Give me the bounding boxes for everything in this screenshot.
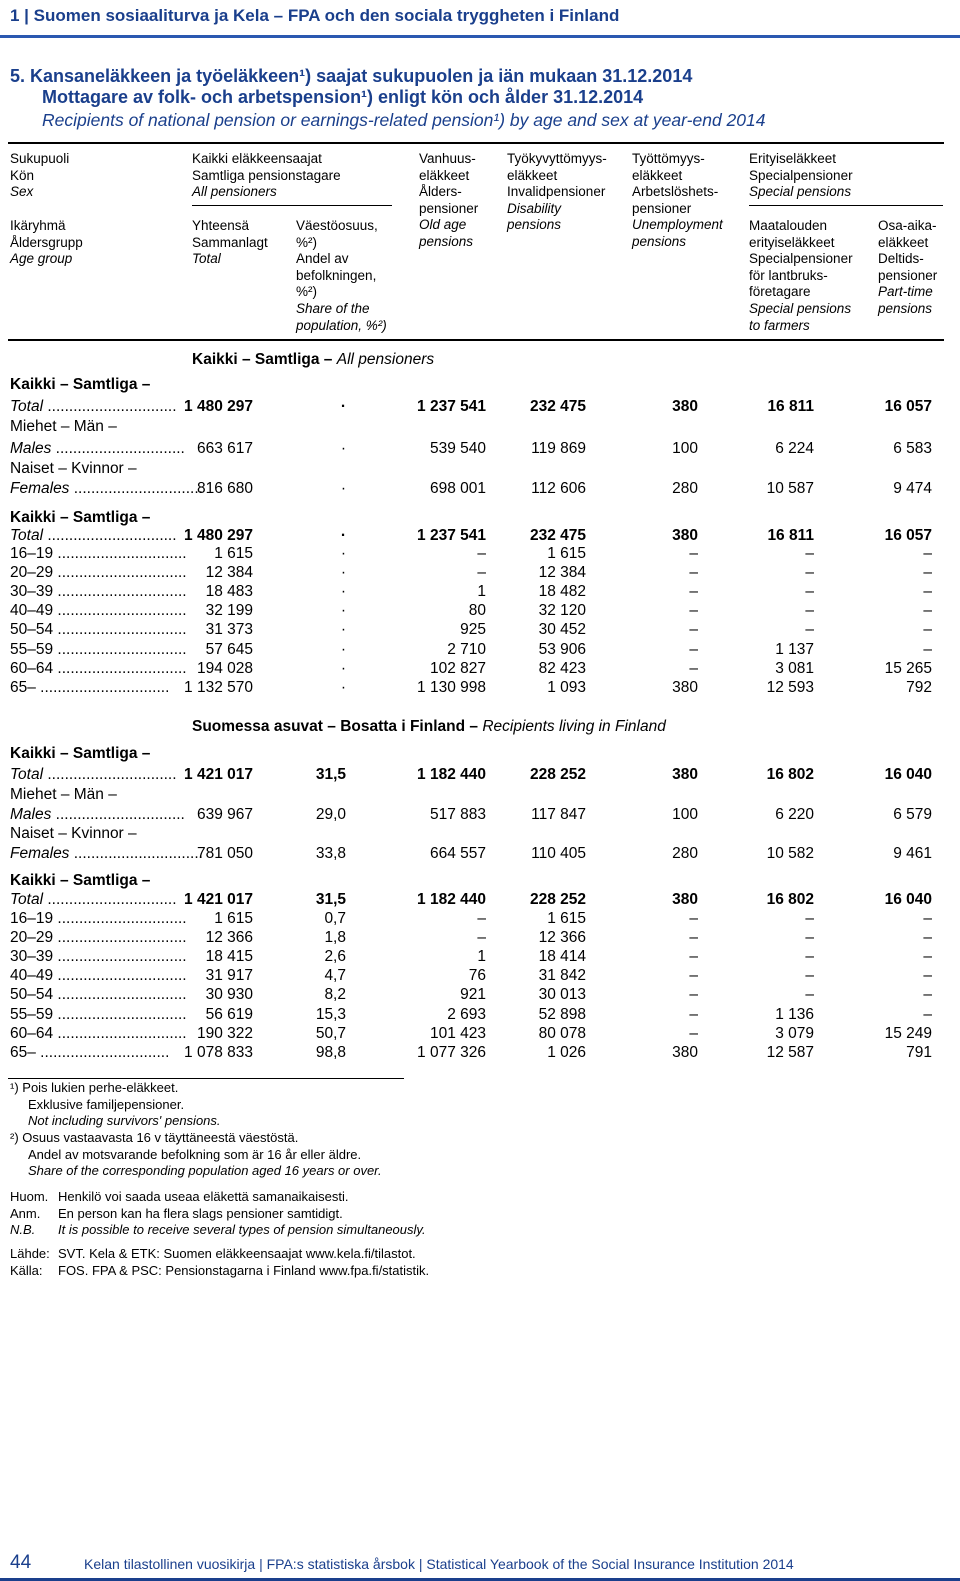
cell-c3: 1 237 541 bbox=[417, 527, 486, 544]
cell-c3: 1 077 326 bbox=[417, 1043, 486, 1061]
age-row: 40–49 .............................. 31 917 4,7 76 31 842 – – – bbox=[10, 967, 932, 985]
row-label: Females bbox=[10, 480, 70, 497]
cell-c1: 190 322 bbox=[196, 1024, 253, 1042]
age-row: 16–19 .............................. 1 615 0,7 – 1 615 – – – bbox=[10, 910, 932, 927]
cell-c1: 1 421 017 bbox=[184, 891, 253, 908]
cell-c4: 1 093 bbox=[547, 678, 586, 696]
footnote-1: ¹) Pois lukien perhe-eläkkeet. Exklusive familjepensioner. Not including survivors' pensions. bbox=[10, 1080, 221, 1129]
group-label-females: Naiset – Kvinnor – bbox=[10, 825, 137, 842]
cell-c7: – bbox=[923, 929, 932, 947]
source-notes: Lähde: SVT. Kela & ETK: Suomen eläkkeensaajat www.kela.fi/tilastot. Källa: FOS. FPA & PSC: Pensionstagarna i Finland www.fpa.fi/statistik. bbox=[10, 1246, 430, 1278]
col-disability: Työkyvyttömyys- eläkkeet Invalidpensioner Disability pensions bbox=[507, 151, 607, 233]
age-row: 20–29 .............................. 12 366 1,8 – 12 366 – – – bbox=[10, 929, 932, 947]
cell-c6: – bbox=[805, 583, 814, 601]
group-label-total: Kaikki – Samtliga – bbox=[10, 376, 151, 393]
nb-notes: Huom. Henkilö voi saada useaa eläkettä samanaikaisesti. Anm. En person kan ha flera slags pensioner samtidigt. N.B. It is possible to receive several types of pension simultaneously. bbox=[10, 1189, 426, 1238]
cell-c1: 32 199 bbox=[205, 602, 253, 620]
cell-c2: · bbox=[340, 659, 346, 677]
cell-c5: 100 bbox=[672, 806, 698, 823]
cell-c1: 663 617 bbox=[196, 440, 253, 457]
cell-c6: 10 587 bbox=[766, 480, 814, 497]
row-label: Males bbox=[10, 806, 52, 823]
cell-c4: 232 475 bbox=[529, 398, 586, 415]
col-special-rule bbox=[749, 205, 943, 206]
cell-c7: 16 057 bbox=[884, 398, 932, 415]
cell-c3: – bbox=[477, 564, 486, 582]
cell-c6: – bbox=[805, 967, 814, 985]
age-group-label: Kaikki – Samtliga – bbox=[10, 872, 151, 889]
age-row-total: Total .............................. 1 421 017 31,5 1 182 440 228 252 380 16 802 16 040 bbox=[10, 891, 932, 908]
cell-c3: – bbox=[477, 929, 486, 947]
cell-c4: 117 847 bbox=[531, 806, 586, 823]
cell-c2: · bbox=[340, 398, 346, 415]
cell-c4: 1 026 bbox=[547, 1043, 586, 1061]
col-part-time: Osa-aika- eläkkeet Deltids- pensioner Part-time pensions bbox=[878, 218, 938, 316]
footnote-2: ²) Osuus vastaavasta 16 v täyttäneestä väestöstä. Andel av motsvarande befolkning som är 16 år eller äldre. Share of the corresponding population aged 16 years or over. bbox=[10, 1130, 382, 1179]
cell-c4: 18 414 bbox=[538, 948, 586, 966]
cell-c5: 380 bbox=[672, 891, 698, 908]
cell-c6: 12 587 bbox=[766, 1043, 814, 1061]
age-row: 65– .............................. 1 078 833 98,8 1 077 326 1 026 380 12 587 791 bbox=[10, 1043, 932, 1061]
cell-c5: – bbox=[689, 929, 698, 947]
cell-c1: 1 480 297 bbox=[184, 527, 253, 544]
cell-c6: 3 081 bbox=[775, 659, 814, 677]
cell-c6: 16 811 bbox=[767, 398, 814, 415]
cell-c5: 380 bbox=[672, 527, 698, 544]
row-label: 16–19 bbox=[10, 910, 54, 927]
cell-c4: 31 842 bbox=[538, 967, 586, 985]
cell-c1: 57 645 bbox=[205, 640, 253, 658]
cell-c4: 80 078 bbox=[538, 1024, 586, 1042]
cell-c6: – bbox=[805, 929, 814, 947]
cell-c6: 3 079 bbox=[775, 1024, 814, 1042]
row-label: Total bbox=[10, 527, 44, 544]
table-title-fi: 5. Kansaneläkkeen ja työeläkkeen¹) saajat sukupuolen ja iän mukaan 31.12.2014 bbox=[10, 66, 693, 86]
col-special: Erityiseläkkeet Specialpensioner Special pensions bbox=[749, 151, 853, 200]
row-label: Total bbox=[10, 398, 44, 415]
row-label: Total bbox=[10, 766, 44, 783]
cell-c5: – bbox=[689, 564, 698, 582]
cell-c7: – bbox=[923, 948, 932, 966]
cell-c7: 792 bbox=[906, 678, 932, 696]
cell-c7: – bbox=[923, 621, 932, 639]
cell-c1: 781 050 bbox=[196, 845, 253, 862]
cell-c3: 80 bbox=[468, 602, 486, 620]
cell-c2: 31,5 bbox=[315, 766, 346, 783]
cell-c5: – bbox=[689, 640, 698, 658]
page-footer bbox=[0, 1548, 960, 1578]
cell-c7: 6 579 bbox=[893, 806, 932, 823]
cell-c2: 1,8 bbox=[324, 929, 346, 947]
cell-c2: · bbox=[340, 602, 346, 620]
cell-c2: 50,7 bbox=[315, 1024, 346, 1042]
cell-c7: – bbox=[923, 545, 932, 562]
cell-c3: 1 bbox=[477, 583, 486, 601]
cell-c5: – bbox=[689, 621, 698, 639]
footnote-rule bbox=[8, 1078, 404, 1079]
row-label: 60–64 bbox=[10, 1024, 54, 1042]
cell-c6: 6 220 bbox=[775, 806, 814, 823]
cell-c1: 12 384 bbox=[205, 564, 253, 582]
cell-c5: 380 bbox=[672, 766, 698, 783]
cell-c4: 30 013 bbox=[538, 986, 586, 1004]
cell-c5: 280 bbox=[672, 845, 698, 862]
cell-c2: 31,5 bbox=[315, 891, 346, 908]
cell-c6: – bbox=[805, 910, 814, 927]
cell-c3: 1 237 541 bbox=[417, 398, 486, 415]
col-old-age: Vanhuus- eläkkeet Ålders- pensioner Old age pensions bbox=[419, 151, 479, 249]
cell-c1: 56 619 bbox=[205, 1005, 253, 1023]
page-number: 44 bbox=[10, 1552, 32, 1573]
col-share: Väestöosuus, %²) Andel av befolkningen, %²) Share of the population, %²) bbox=[296, 218, 387, 333]
age-row: 55–59 .............................. 57 645 · 2 710 53 906 – 1 137 – bbox=[10, 640, 932, 658]
cell-c2: · bbox=[340, 564, 346, 582]
cell-c4: 12 384 bbox=[538, 564, 586, 582]
row-label: 40–49 bbox=[10, 967, 54, 985]
cell-c4: 1 615 bbox=[547, 545, 586, 562]
row-label: Females bbox=[10, 845, 70, 862]
cell-c6: 1 136 bbox=[775, 1005, 814, 1023]
cell-c7: 15 265 bbox=[884, 659, 932, 677]
row-label: 40–49 bbox=[10, 602, 54, 620]
cell-c2: 98,8 bbox=[315, 1043, 346, 1061]
cell-c7: – bbox=[923, 1005, 932, 1023]
cell-c3: – bbox=[477, 545, 486, 562]
cell-c7: 16 040 bbox=[884, 766, 932, 783]
cell-c5: 100 bbox=[672, 440, 698, 457]
cell-c5: – bbox=[689, 986, 698, 1004]
cell-c7: 9 474 bbox=[893, 480, 932, 497]
cell-c3: 925 bbox=[460, 621, 486, 639]
cell-c7: 6 583 bbox=[893, 440, 932, 457]
group-label-males: Miehet – Män – bbox=[10, 418, 117, 435]
cell-c5: – bbox=[689, 659, 698, 677]
cell-c7: 15 249 bbox=[884, 1024, 932, 1042]
age-row: 55–59 .............................. 56 619 15,3 2 693 52 898 – 1 136 – bbox=[10, 1005, 932, 1023]
cell-c3: 1 182 440 bbox=[417, 766, 486, 783]
cell-c7: – bbox=[923, 910, 932, 927]
cell-c5: 380 bbox=[672, 398, 698, 415]
cell-c1: 194 028 bbox=[196, 659, 253, 677]
cell-c6: 16 811 bbox=[767, 527, 814, 544]
row-label: 65– bbox=[10, 678, 36, 696]
footer-text: Kelan tilastollinen vuosikirja | FPA:s statistiska årsbok | Statistical Yearbook of the Social Insurance Institution 2014 bbox=[84, 1556, 794, 1572]
cell-c4: 119 869 bbox=[531, 440, 586, 457]
sex-row-males: Males .............................. 639 967 29,0 517 883 117 847 100 6 220 6 579 bbox=[10, 806, 932, 823]
col-unemployment: Työttömyys- eläkkeet Arbetslöshets- pensioner Unemployment pensions bbox=[632, 151, 723, 249]
cell-c6: – bbox=[805, 986, 814, 1004]
row-label: 20–29 bbox=[10, 564, 54, 582]
cell-c3: 539 540 bbox=[429, 440, 486, 457]
cell-c5: – bbox=[689, 1024, 698, 1042]
age-row: 50–54 .............................. 31 373 · 925 30 452 – – – bbox=[10, 621, 932, 639]
sex-row-females: Females .............................. 781 050 33,8 664 557 110 405 280 10 582 9 461 bbox=[10, 845, 932, 862]
col-all-rule bbox=[192, 205, 392, 206]
cell-c1: 18 483 bbox=[205, 583, 253, 601]
cell-c3: 101 423 bbox=[429, 1024, 486, 1042]
cell-c1: 31 917 bbox=[205, 967, 253, 985]
cell-c1: 31 373 bbox=[205, 621, 253, 639]
cell-c4: 112 606 bbox=[531, 480, 586, 497]
cell-c1: 1 615 bbox=[214, 910, 253, 927]
cell-c3: 921 bbox=[460, 986, 486, 1004]
cell-c6: – bbox=[805, 948, 814, 966]
cell-c1: 639 967 bbox=[196, 806, 253, 823]
cell-c2: · bbox=[340, 621, 346, 639]
cell-c2: 8,2 bbox=[324, 986, 346, 1004]
cell-c2: · bbox=[340, 583, 346, 601]
cell-c5: 380 bbox=[672, 1043, 698, 1061]
age-row: 20–29 .............................. 12 384 · – 12 384 – – – bbox=[10, 564, 932, 582]
cell-c4: 52 898 bbox=[538, 1005, 586, 1023]
age-row: 30–39 .............................. 18 483 · 1 18 482 – – – bbox=[10, 583, 932, 601]
col-all-pensioners: Kaikki eläkkeensaajat Samtliga pensionstagare All pensioners bbox=[192, 151, 341, 200]
cell-c7: – bbox=[923, 602, 932, 620]
age-row: 60–64 .............................. 194 028 · 102 827 82 423 – 3 081 15 265 bbox=[10, 659, 932, 677]
cell-c5: – bbox=[689, 602, 698, 620]
cell-c3: 664 557 bbox=[429, 845, 486, 862]
cell-c3: 698 001 bbox=[429, 480, 486, 497]
cell-c1: 1 078 833 bbox=[184, 1043, 253, 1061]
row-label: 55–59 bbox=[10, 640, 54, 658]
cell-c3: 2 693 bbox=[447, 1005, 486, 1023]
table-title-sv: Mottagare av folk- och arbetspension¹) enligt kön och ålder 31.12.2014 bbox=[42, 87, 644, 107]
cell-c7: – bbox=[923, 986, 932, 1004]
cell-c7: – bbox=[923, 967, 932, 985]
cell-c4: 30 452 bbox=[538, 621, 586, 639]
section2-title: Suomessa asuvat – Bosatta i Finland – Recipients living in Finland bbox=[192, 718, 666, 735]
col-total: Yhteensä Sammanlagt Total bbox=[192, 218, 268, 267]
cell-c3: 1 182 440 bbox=[417, 891, 486, 908]
age-row: 60–64 .............................. 190 322 50,7 101 423 80 078 – 3 079 15 249 bbox=[10, 1024, 932, 1042]
cell-c1: 1 132 570 bbox=[184, 678, 253, 696]
age-row: 50–54 .............................. 30 930 8,2 921 30 013 – – – bbox=[10, 986, 932, 1004]
col-sex: Sukupuoli Kön Sex bbox=[10, 151, 70, 200]
age-row: 16–19 .............................. 1 615 · – 1 615 – – – bbox=[10, 545, 932, 562]
age-row: 65– .............................. 1 132 570 · 1 130 998 1 093 380 12 593 792 bbox=[10, 678, 932, 696]
cell-c7: 791 bbox=[906, 1043, 932, 1061]
row-label: 60–64 bbox=[10, 659, 54, 677]
cell-c1: 1 480 297 bbox=[184, 398, 253, 415]
cell-c7: – bbox=[923, 640, 932, 658]
row-label: 55–59 bbox=[10, 1005, 54, 1023]
cell-c2: 4,7 bbox=[324, 967, 346, 985]
cell-c7: 9 461 bbox=[893, 845, 932, 862]
cell-c7: 16 057 bbox=[884, 527, 932, 544]
cell-c5: 380 bbox=[672, 678, 698, 696]
col-farmers: Maatalouden erityiseläkkeet Specialpensioner för lantbruks- företagare Special pensions to farmers bbox=[749, 218, 853, 333]
cell-c2: · bbox=[340, 440, 346, 457]
row-label: Total bbox=[10, 891, 44, 908]
row-label: 16–19 bbox=[10, 545, 54, 562]
cell-c1: 816 680 bbox=[196, 480, 253, 497]
cell-c4: 232 475 bbox=[529, 527, 586, 544]
cell-c1: 12 366 bbox=[205, 929, 253, 947]
row-label: 50–54 bbox=[10, 621, 54, 639]
cell-c5: 280 bbox=[672, 480, 698, 497]
cell-c6: 1 137 bbox=[775, 640, 814, 658]
cell-c1: 18 415 bbox=[205, 948, 253, 966]
age-row: 40–49 .............................. 32 199 · 80 32 120 – – – bbox=[10, 602, 932, 620]
group-label-males: Miehet – Män – bbox=[10, 786, 117, 803]
cell-c5: – bbox=[689, 1005, 698, 1023]
cell-c2: 15,3 bbox=[315, 1005, 346, 1023]
cell-c3: 1 130 998 bbox=[417, 678, 486, 696]
cell-c5: – bbox=[689, 545, 698, 562]
cell-c7: – bbox=[923, 583, 932, 601]
cell-c6: – bbox=[805, 564, 814, 582]
cell-c1: 1 421 017 bbox=[184, 766, 253, 783]
cell-c3: 76 bbox=[468, 967, 486, 985]
table-title-en: Recipients of national pension or earnings-related pension¹) by age and sex at year-end 2014 bbox=[42, 110, 766, 130]
cell-c5: – bbox=[689, 967, 698, 985]
col-age: Ikäryhmä Åldersgrupp Age group bbox=[10, 218, 83, 267]
row-label: 20–29 bbox=[10, 929, 54, 947]
sex-row-total: Total .............................. 1 421 017 31,5 1 182 440 228 252 380 16 802 16 040 bbox=[10, 766, 932, 783]
section1-title: Kaikki – Samtliga – All pensioners bbox=[192, 351, 435, 368]
cell-c4: 18 482 bbox=[538, 583, 586, 601]
cell-c3: 517 883 bbox=[429, 806, 486, 823]
group-label-total: Kaikki – Samtliga – bbox=[10, 745, 151, 762]
cell-c4: 32 120 bbox=[538, 602, 586, 620]
cell-c2: 33,8 bbox=[315, 845, 346, 862]
cell-c4: 228 252 bbox=[529, 891, 586, 908]
cell-c1: 1 615 bbox=[214, 545, 253, 562]
cell-c4: 110 405 bbox=[531, 845, 586, 862]
table-header-rule bbox=[8, 339, 944, 341]
cell-c1: 30 930 bbox=[205, 986, 253, 1004]
sex-row-males: Males .............................. 663 617 · 539 540 119 869 100 6 224 6 583 bbox=[10, 440, 932, 457]
row-label: 30–39 bbox=[10, 948, 54, 966]
cell-c4: 228 252 bbox=[529, 766, 586, 783]
cell-c3: – bbox=[477, 910, 486, 927]
cell-c3: 2 710 bbox=[447, 640, 486, 658]
cell-c3: 102 827 bbox=[429, 659, 486, 677]
cell-c6: 12 593 bbox=[766, 678, 814, 696]
cell-c2: 0,7 bbox=[324, 910, 346, 927]
cell-c6: – bbox=[805, 545, 814, 562]
age-group-label: Kaikki – Samtliga – bbox=[10, 509, 151, 526]
header-rule bbox=[0, 35, 960, 38]
running-header: 1 | Suomen sosiaaliturva ja Kela – FPA och den sociala tryggheten i Finland bbox=[10, 6, 620, 25]
cell-c2: 2,6 bbox=[324, 948, 346, 966]
cell-c5: – bbox=[689, 910, 698, 927]
cell-c4: 1 615 bbox=[547, 910, 586, 927]
sex-row-females: Females .............................. 816 680 · 698 001 112 606 280 10 587 9 474 bbox=[10, 480, 932, 497]
cell-c4: 53 906 bbox=[538, 640, 586, 658]
age-row-total: Total .............................. 1 480 297 · 1 237 541 232 475 380 16 811 16 057 bbox=[10, 527, 932, 544]
cell-c2: 29,0 bbox=[315, 806, 346, 823]
table-top-rule bbox=[8, 142, 944, 144]
cell-c5: – bbox=[689, 948, 698, 966]
cell-c6: – bbox=[805, 621, 814, 639]
row-label: 30–39 bbox=[10, 583, 54, 601]
cell-c6: 16 802 bbox=[766, 891, 814, 908]
cell-c2: · bbox=[340, 527, 346, 544]
cell-c2: · bbox=[340, 678, 346, 696]
cell-c2: · bbox=[340, 640, 346, 658]
sex-row-total: Total .............................. 1 480 297 · 1 237 541 232 475 380 16 811 16 057 bbox=[10, 398, 932, 415]
cell-c6: 16 802 bbox=[766, 766, 814, 783]
cell-c6: 6 224 bbox=[775, 440, 814, 457]
cell-c5: – bbox=[689, 583, 698, 601]
cell-c7: 16 040 bbox=[884, 891, 932, 908]
row-label: Males bbox=[10, 440, 52, 457]
cell-c2: · bbox=[340, 480, 346, 497]
group-label-females: Naiset – Kvinnor – bbox=[10, 460, 137, 477]
cell-c4: 12 366 bbox=[538, 929, 586, 947]
row-label: 50–54 bbox=[10, 986, 54, 1004]
cell-c6: 10 582 bbox=[766, 845, 814, 862]
cell-c7: – bbox=[923, 564, 932, 582]
cell-c6: – bbox=[805, 602, 814, 620]
cell-c4: 82 423 bbox=[538, 659, 586, 677]
cell-c2: · bbox=[340, 545, 346, 562]
row-label: 65– bbox=[10, 1043, 36, 1061]
cell-c3: 1 bbox=[477, 948, 486, 966]
age-row: 30–39 .............................. 18 415 2,6 1 18 414 – – – bbox=[10, 948, 932, 966]
